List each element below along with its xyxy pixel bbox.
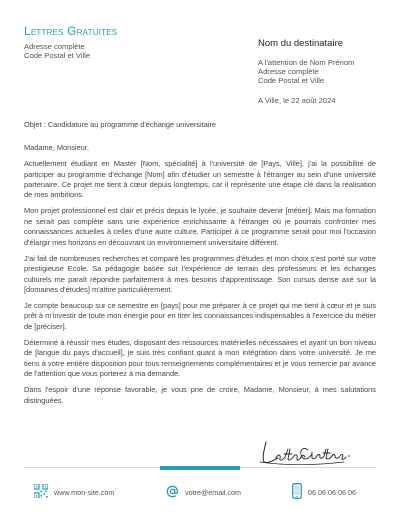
recipient-postal: Code Postal et Ville <box>258 76 325 85</box>
recipient-attention: A l'attention de Nom Prénom <box>258 58 355 67</box>
handwritten-signature <box>258 432 358 470</box>
sender-block <box>24 42 90 60</box>
paragraph-2: Mon projet professionnel est clair et précis depuis le lycée, je souhaite devenir [métier]. Mais ma formation ne serait pas complète sans une expérience enrichissante à l'étranger où je pourrais confronter mes connaissances actuelles à celles d'une autre culture. Participer à ce programme serait pour moi l'occasion d'élargir mes horizons en découvrant un environnement universitaire différent. <box>24 206 376 247</box>
brand-name: Lettres Gratuites <box>24 24 118 38</box>
website-text: www.mon-site.com <box>54 487 115 497</box>
paragraph-4: Je compte beaucoup sur ce semestre en [pays] pour me préparer à ce projet qui me tient à cœur et je suis prêt à m'investir de toute mon énergie pour en tirer les connaissances indispensables à l'exercice du métier de [préciser]. <box>24 301 376 331</box>
recipient-block <box>258 58 354 85</box>
at-sign-icon <box>166 485 179 500</box>
recipient-name: Nom du destinataire <box>258 38 344 49</box>
footer-email[interactable] <box>166 483 241 501</box>
paragraph-1: Actuellement étudiant en Master [Nom, spécialité] à l'université de [Pays, Ville], j'ai la possibilité de participer au programme d'échange [Nom] afin d'étudier un semestre à l'étranger au sein d'une université partenaire. Ce projet me tient à cœur depuis longtemps, car il représente une étape clé dans la réalisation de mes ambitions. <box>24 159 376 200</box>
footer-website[interactable] <box>34 483 114 501</box>
recipient-address: Adresse complète <box>258 67 319 76</box>
greeting: Madame, Monsieur, <box>24 143 89 152</box>
paragraph-5: Déterminé à réussir mes études, disposant des ressources matérielles nécessaires et ayant un bon niveau de [langue du pays d'accueil], je suis très confiant quant à mon intégration dans votre université. Je me tiens à votre entière disposition pour tous renseignements complémentaires et je vous remercie par avance de l'attention que vous porterez à ma demande. <box>24 337 376 379</box>
letter-body <box>24 143 376 412</box>
footer-phone[interactable] <box>292 483 356 501</box>
paragraph-3: J'ai fait de nombreuses recherches et comparé les programmes d'études et mon choix s'est porté sur votre prestigieuse Ecole. Sa pédagogie basée sur l'expérience de terrain des professeurs et les échanges culturels me paraît répondre parfaitement à mes besoins d'apprentissage. Son cursus dense axé sur la [domaines d'études] m'attire particulièrement. <box>24 253 376 294</box>
paragraph-6: Dans l'espoir d'une réponse favorable, je vous prie de croire, Madame, Monsieur, à mes salutations distinguées. <box>24 385 376 405</box>
sender-postal: Code Postal et Ville <box>24 51 91 60</box>
qr-code-icon <box>34 484 48 500</box>
smartphone-icon <box>292 483 302 501</box>
letter-date: A Ville, le 22 août 2024 <box>258 96 336 105</box>
phone-text: 06 06 06 06 06 <box>308 487 356 497</box>
footer-accent-bar <box>160 466 240 470</box>
letter-subject: Objet : Candidature au programme d'échange universitaire <box>24 120 217 129</box>
sender-address: Adresse complète <box>24 42 85 51</box>
email-text: votre@email.com <box>185 487 242 497</box>
